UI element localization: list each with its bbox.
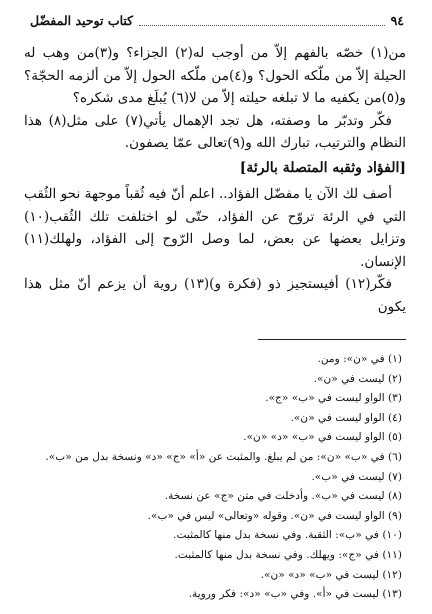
footnote: (٦) في «ب» «ن»: من لم يبلغ. والمثبت عن «أ» «ج» «د» ونسخة بدل من «ب». — [45, 450, 402, 463]
page-number: ٩٤ — [390, 12, 404, 28]
footnote: (٥) الواو ليست في «ب» «د» «ن». — [243, 431, 402, 444]
footnote: (٢) ليست في «ن». — [313, 372, 402, 385]
footnote: (٩) الواو ليست في «ن». وقوله «وتعالى» ليس في «ب». — [147, 509, 402, 522]
paragraph: أصف لك الآن يا مفضّل الفؤاد.. اعلم أنّ فيه ثُقباً موجهة نحو الثُقب التي في الرئة تروّح عن الفؤاد، حتّى لو اختلفت تلك الثُقب(١٠) وتزايل بعضها عن بعض، لما وصل الرّوح إلى الفؤاد، ولهلك(١١) الإنسان. — [24, 186, 406, 270]
paragraph: من(١) خصّه بالفهم إلاّ من أوجب له(٢) الجزاء؟ و(٣)من وهب له الحيلة إلاّ من ملّكه الحول؟ و(٤)من ملّكه الحول إلاّ من ألزمه الحجّة؟ و(٥)من يكفيه ما لا تبلغه حيلته إلاّ من لا(٦) يُبلَغ مدى شكره؟ — [24, 45, 406, 106]
footnote: (١١) في «ج»: ويهلك. وفي نسخة بدل منها كالمثبت. — [174, 548, 402, 561]
footnote-separator — [258, 339, 406, 340]
footnote: (٧) ليست في «ب». — [311, 470, 402, 483]
footnote: (٤) الواو ليست في «ن». — [290, 411, 402, 424]
footnote: (٨) ليست في «ب». وأدخلت في متن «ج» عن نسخة. — [164, 490, 402, 503]
running-header — [30, 10, 404, 30]
paragraph: فكّر وتدبّر ما وصفته، هل تجد الإهمال يأتي(٧) على مثل(٨) هذا النظام والترتيب، تبارك الله و(٩)تعالى عمّا يصفون. — [24, 112, 406, 151]
footnote: (١) في «ن»: ومن. — [317, 353, 402, 365]
main-text — [24, 42, 406, 318]
footnotes — [24, 350, 402, 605]
book-title: كتاب توحيد المفضّل — [30, 12, 134, 28]
header-dot-leader — [139, 15, 384, 26]
paragraph: فكّر(١٢) أفيستجيز ذو (فكرة و)(١٣) روية أن يزعم أنّ مثل هذا يكون — [24, 276, 406, 315]
footnote: (١٣) ليست في «أ». وفي «ب» «د»: فكر وروية. — [188, 588, 402, 601]
footnote: (٣) الواو ليست في «ب» «ج». — [265, 392, 402, 405]
footnote: (١٠) في «ب»: الثقبة. وفي نسخة بدل منها كالمثبت. — [173, 529, 402, 542]
section-heading: [الفؤاد وثقبه المتصلة بالرئة] — [239, 159, 406, 176]
footnote: (١٢) ليست في «ب» «د» «ن». — [260, 568, 402, 581]
